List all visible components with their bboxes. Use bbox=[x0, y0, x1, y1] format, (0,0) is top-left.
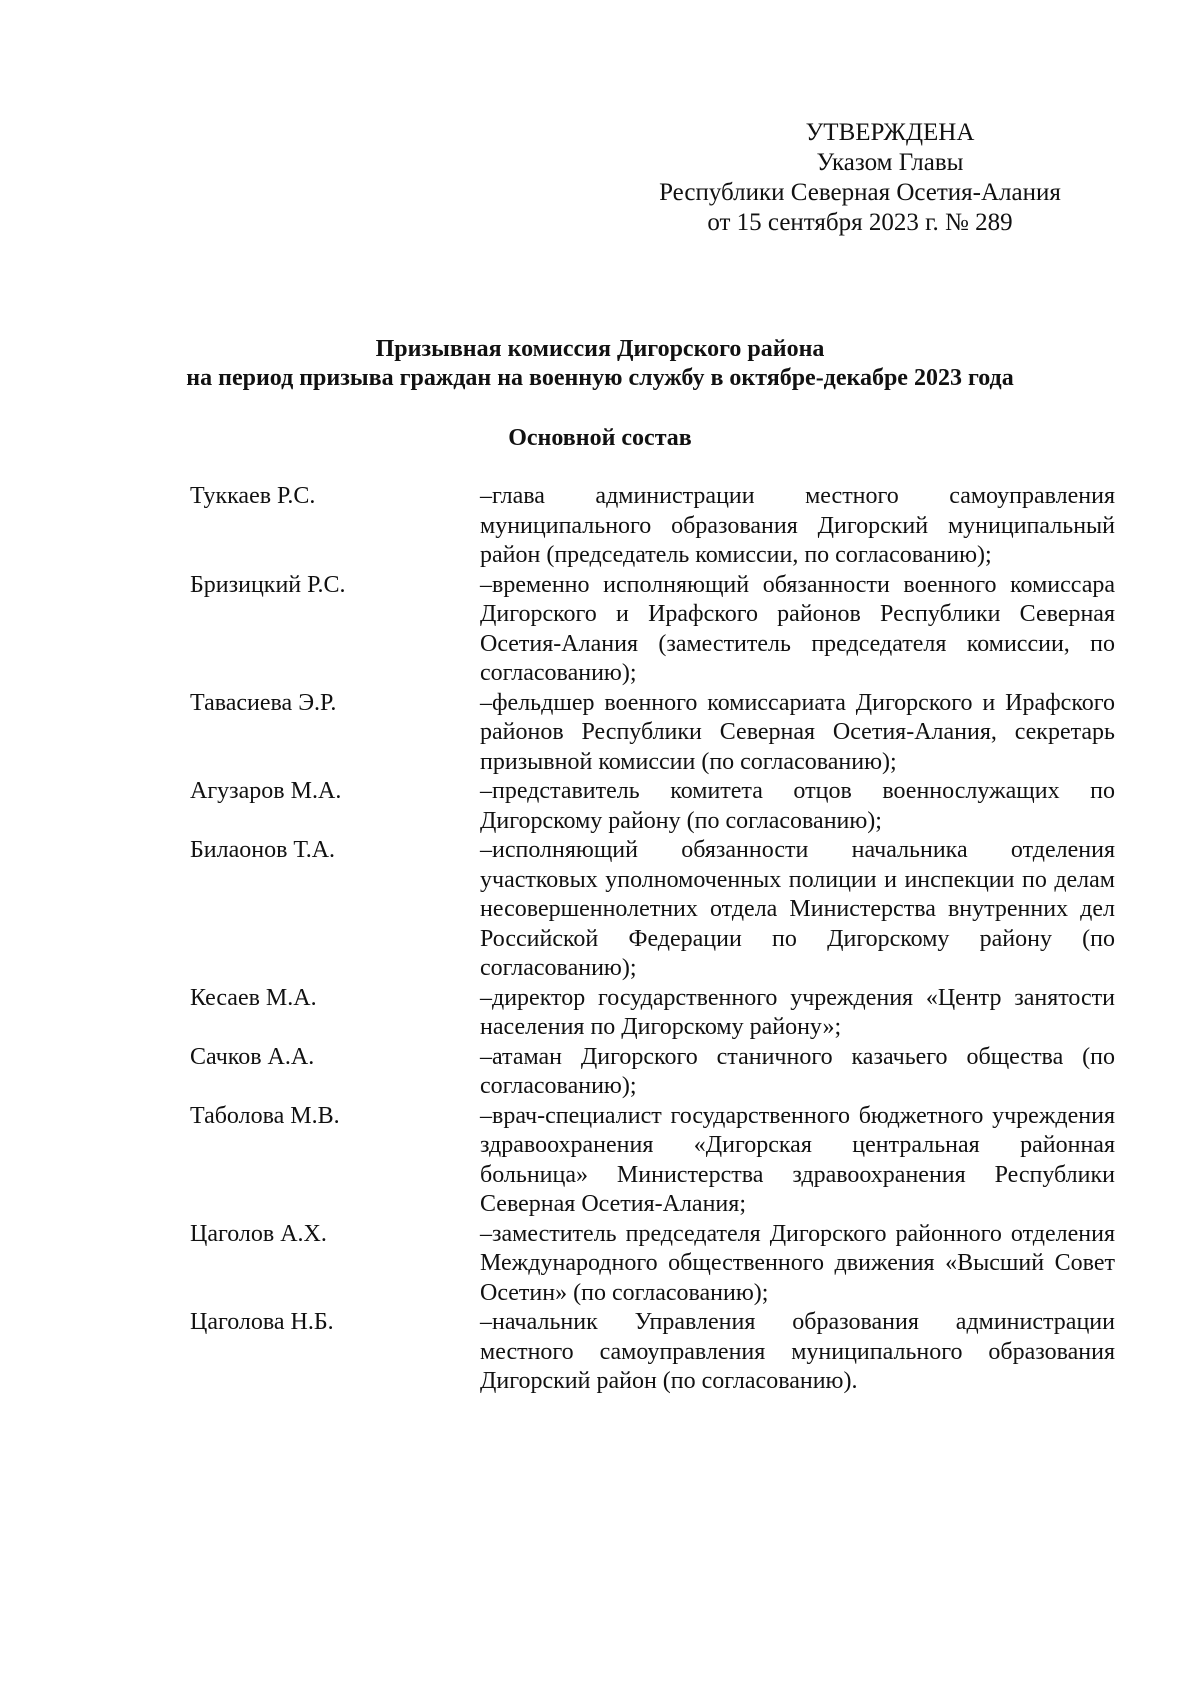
member-role: –исполняющий обязанности начальника отделения участковых уполномоченных полиции и инспекции по делам несовершеннолетних отдела Министерства внутренних дел Российской Федерации по Дигорскому району (по согласованию); bbox=[480, 837, 1115, 981]
approval-by: Указом Главы bbox=[816, 149, 964, 176]
member-name: Сачков А.А. bbox=[190, 1043, 315, 1070]
title-line-2: на период призыва граждан на военную службу в октябре-декабре 2023 года bbox=[186, 365, 1014, 391]
member-name: Цаголова Н.Б. bbox=[190, 1309, 334, 1335]
member-name: Агузаров М.А. bbox=[190, 778, 342, 804]
approval-date-number: от 15 сентября 2023 г. № 289 bbox=[707, 209, 1013, 236]
member-row bbox=[190, 1043, 1115, 1102]
member-name: Бризицкий Р.С. bbox=[190, 571, 346, 598]
member-row bbox=[190, 482, 1115, 571]
section-heading: Основной состав bbox=[508, 425, 692, 451]
member-role: –представитель комитета отцов военнослужащих по Дигорскому району (по согласованию); bbox=[480, 778, 1115, 834]
member-name: Цаголов А.Х. bbox=[190, 1220, 327, 1247]
member-name: Кесаев М.А. bbox=[190, 984, 317, 1011]
approval-status: УТВЕРЖДЕНА bbox=[805, 119, 975, 146]
member-row bbox=[190, 689, 1115, 778]
member-role: –глава администрации местного самоуправления муниципального образования Дигорский муниципальный район (председатель комиссии, по согласованию); bbox=[480, 483, 1115, 568]
member-role: –врач-специалист государственного бюджетного учреждения здравоохранения «Дигорская центральная районная больница» Министерства здравоохранения Республики Северная Осетия-Алания; bbox=[480, 1102, 1115, 1217]
member-name: Туккаев Р.С. bbox=[190, 483, 316, 509]
member-row bbox=[190, 571, 1115, 689]
member-row bbox=[190, 777, 1115, 836]
document-title bbox=[150, 335, 1050, 393]
members-list bbox=[190, 482, 1115, 1397]
member-name: Тавасиева Э.Р. bbox=[190, 689, 337, 716]
member-role: –атаман Дигорского станичного казачьего общества (по согласованию); bbox=[480, 1043, 1115, 1099]
title-line-1: Призывная комиссия Дигорского района bbox=[375, 336, 825, 362]
member-name: Билаонов Т.А. bbox=[190, 837, 336, 863]
member-role: –временно исполняющий обязанности военного комиссара Дигорского и Ирафского районов Республики Северная Осетия-Алания (заместитель председателя комиссии, по согласованию); bbox=[480, 571, 1115, 686]
member-row bbox=[190, 984, 1115, 1043]
member-row bbox=[190, 1308, 1115, 1397]
member-row bbox=[190, 836, 1115, 984]
member-name: Таболова М.В. bbox=[190, 1102, 340, 1129]
member-row bbox=[190, 1102, 1115, 1220]
member-row bbox=[190, 1220, 1115, 1309]
member-role: –фельдшер военного комиссариата Дигорского и Ирафского районов Республики Северная Осетия-Алания, секретарь призывной комиссии (по согласованию); bbox=[480, 689, 1115, 775]
member-role: –начальник Управления образования администрации местного самоуправления муниципального образования Дигорский район (по согласованию). bbox=[480, 1309, 1115, 1394]
approval-authority: Республики Северная Осетия-Алания bbox=[659, 179, 1061, 206]
member-role: –заместитель председателя Дигорского районного отделения Международного общественного движения «Высший Совет Осетин» (по согласованию); bbox=[480, 1220, 1115, 1306]
approval-stamp bbox=[600, 118, 1120, 238]
member-role: –директор государственного учреждения «Центр занятости населения по Дигорскому району»; bbox=[480, 984, 1115, 1040]
